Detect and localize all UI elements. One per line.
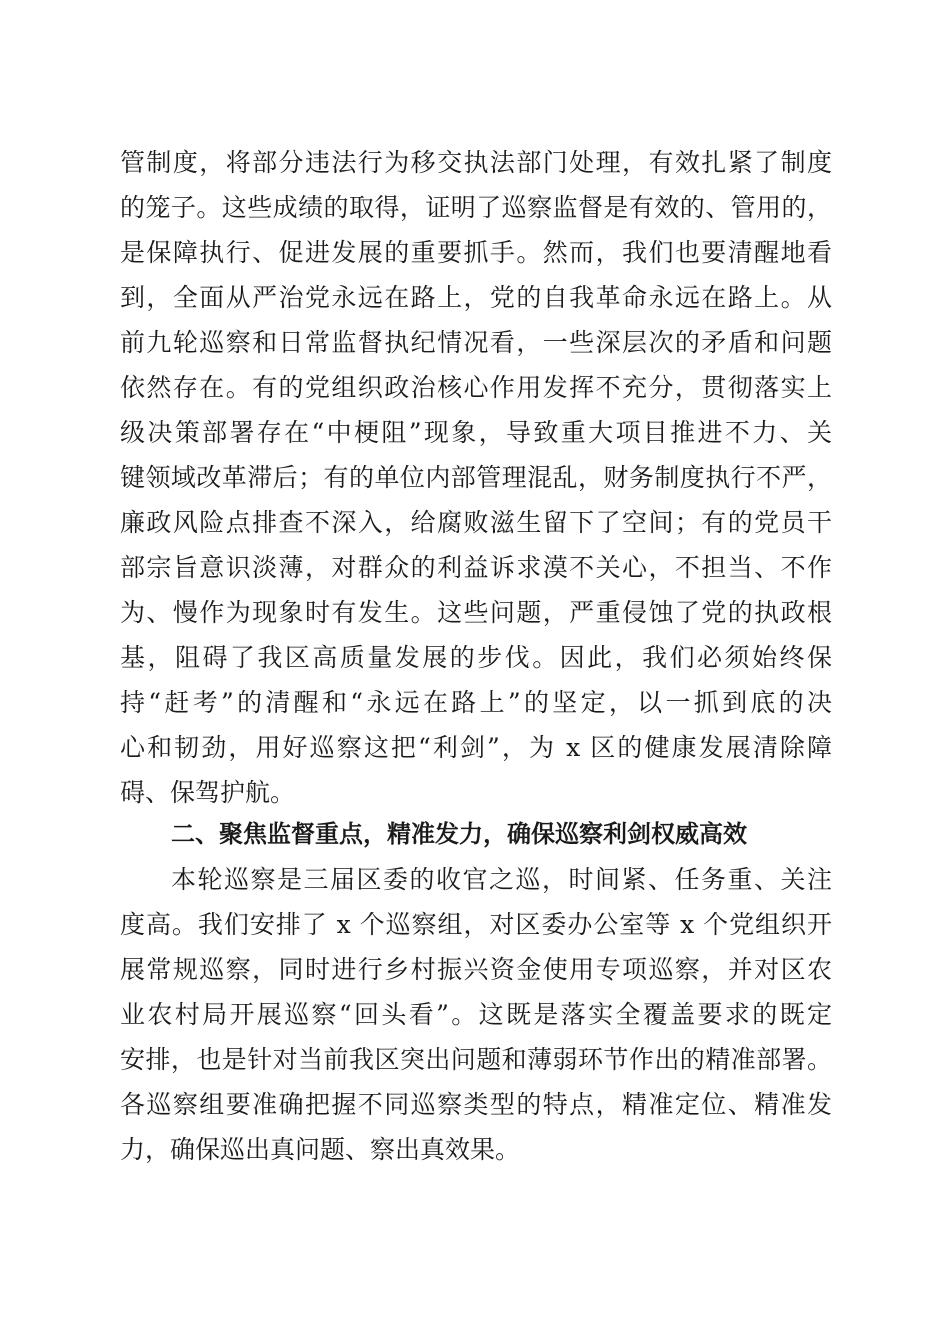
body-text-line: 本轮巡察是三届区委的收官之巡，时间紧、任务重、关注: [171, 865, 832, 894]
body-text-line: 基，阻碍了我区高质量发展的步伐。因此，我们必须始终保: [120, 643, 832, 672]
body-text-line: 部宗旨意识淡薄，对群众的利益诉求漠不关心，不担当、不作: [120, 553, 832, 582]
body-text-line: 碍、保驾护航。: [120, 778, 296, 807]
body-text-line: 管制度，将部分违法行为移交执法部门处理，有效扎紧了制度: [120, 148, 832, 177]
body-text-line: 前九轮巡察和日常监督执纪情况看，一些深层次的矛盾和问题: [120, 328, 832, 357]
body-text-line: 业农村局开展巡察“回头看”。这既是落实全覆盖要求的既定: [120, 1000, 832, 1029]
body-text-line: 力，确保巡出真问题、察出真效果。: [120, 1135, 521, 1164]
body-text-line: 持“赶考”的清醒和“永远在路上”的坚定，以一抓到底的决: [120, 688, 832, 717]
body-text-line: 廉政风险点排查不深入，给腐败滋生留下了空间；有的党员干: [120, 508, 832, 537]
body-text-line: 为、慢作为现象时有发生。这些问题，严重侵蚀了党的执政根: [120, 598, 832, 627]
body-text-line: 各巡察组要准确把握不同巡察类型的特点，精准定位、精准发: [120, 1090, 832, 1119]
body-text-line: 到，全面从严治党永远在路上，党的自我革命永远在路上。从: [120, 283, 832, 312]
body-text-line: 心和韧劲，用好巡察这把“利剑”，为 x 区的健康发展清除障: [120, 733, 832, 762]
body-text-line: 度高。我们安排了 x 个巡察组，对区委办公室等 x 个党组织开: [120, 910, 832, 939]
body-text-line: 键领域改革滞后；有的单位内部管理混乱，财务制度执行不严，: [120, 463, 832, 492]
body-text-line: 安排，也是针对当前我区突出问题和薄弱环节作出的精准部署。: [120, 1045, 832, 1074]
body-text-line: 依然存在。有的党组织政治核心作用发挥不充分，贯彻落实上: [120, 373, 832, 402]
body-text-line: 的笼子。这些成绩的取得，证明了巡察监督是有效的、管用的，: [120, 193, 832, 222]
body-text-line: 级决策部署存在“中梗阻”现象，导致重大项目推进不力、关: [120, 418, 832, 447]
section-heading: 二、聚焦监督重点，精准发力，确保巡察利剑权威高效: [171, 820, 747, 848]
body-text-line: 是保障执行、促进发展的重要抓手。然而，我们也要清醒地看: [120, 238, 832, 267]
body-text-line: 展常规巡察，同时进行乡村振兴资金使用专项巡察，并对区农: [120, 955, 832, 984]
